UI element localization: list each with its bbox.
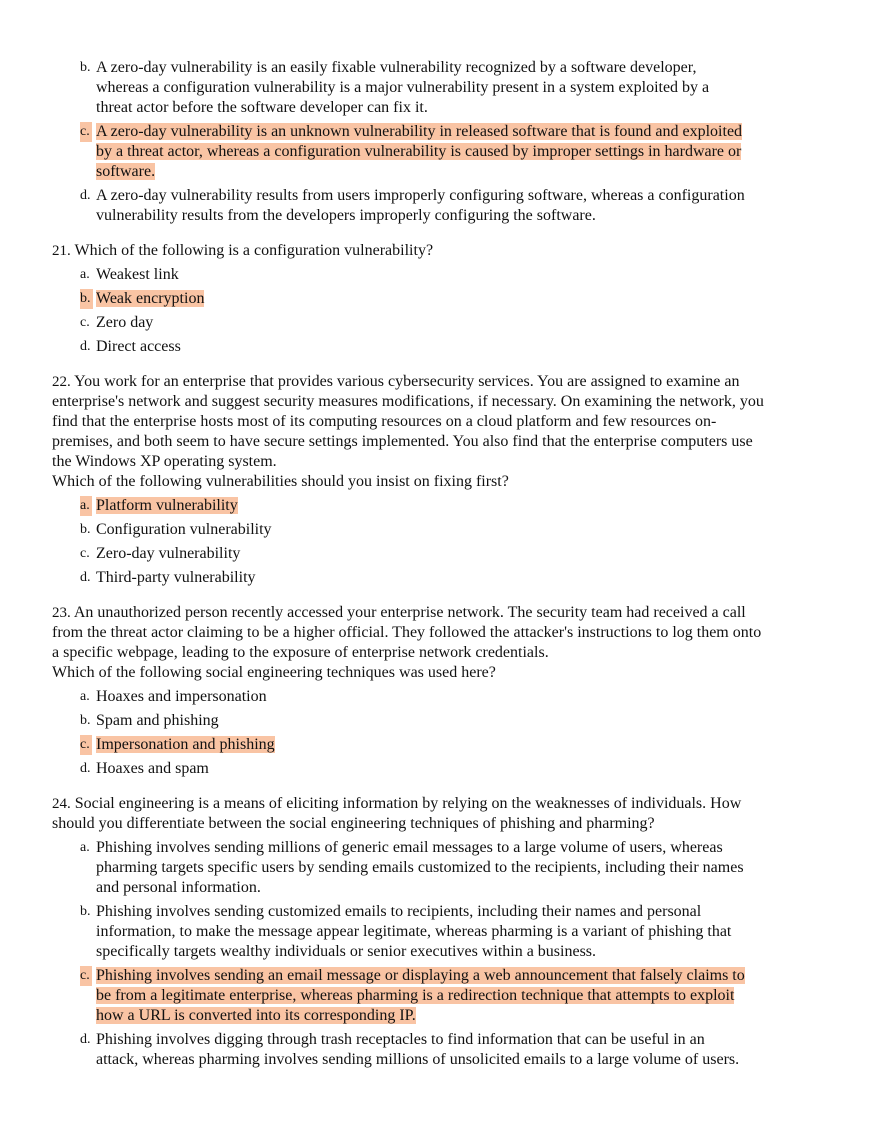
answer-option (0, 313, 880, 333)
question-block (0, 372, 880, 588)
option-label: d. (80, 761, 91, 776)
answer-option (0, 902, 880, 962)
option-text: Zero day (96, 314, 154, 331)
option-text: A zero-day vulnerability is an easily fixable vulnerability recognized by a software developer, (96, 59, 697, 76)
option-line (0, 735, 880, 755)
option-text: Hoaxes and impersonation (96, 688, 267, 705)
option-text: attack, whereas pharming involves sending millions of unsolicited emails to a large volume of users. (96, 1051, 740, 1068)
option-label: c. (80, 966, 92, 986)
question-block (0, 794, 880, 1070)
question-block (0, 241, 880, 357)
answer-option-correct (0, 496, 880, 516)
option-line (0, 520, 880, 540)
option-line (0, 78, 880, 98)
answer-option-correct (0, 966, 880, 1026)
option-text: Configuration vulnerability (96, 521, 272, 538)
question-text: Which of the following social engineering techniques was used here? (52, 664, 496, 681)
question-block (0, 58, 880, 226)
option-text: Impersonation and phishing (96, 736, 275, 753)
option-label: a. (80, 689, 90, 704)
option-line (0, 206, 880, 226)
option-line (0, 942, 880, 962)
option-text: Zero-day vulnerability (96, 545, 241, 562)
option-line (0, 759, 880, 779)
question-line (0, 472, 880, 492)
option-text: and personal information. (96, 879, 261, 896)
question-line (0, 814, 880, 834)
question-number: 23. (52, 605, 71, 621)
question-text: An unauthorized person recently accessed your enterprise network. The security team had received a call (73, 604, 746, 621)
option-label: c. (80, 315, 90, 330)
option-line (0, 313, 880, 333)
question-text: the Windows XP operating system. (52, 453, 277, 470)
option-text: by a threat actor, whereas a configuration vulnerability is caused by improper settings in hardware or (96, 143, 742, 160)
option-line (0, 858, 880, 878)
option-line (0, 544, 880, 564)
option-line (0, 878, 880, 898)
option-label: d. (80, 188, 91, 203)
option-line (0, 902, 880, 922)
option-line (0, 289, 880, 309)
question-text: a specific webpage, leading to the exposure of enterprise network credentials. (52, 644, 549, 661)
option-line (0, 986, 880, 1006)
option-label: d. (80, 1032, 91, 1047)
question-line (0, 643, 880, 663)
option-text: how a URL is converted into its corresponding IP. (96, 1007, 416, 1024)
option-label: c. (80, 546, 90, 561)
question-line (0, 663, 880, 683)
option-text: information, to make the message appear legitimate, whereas pharming is a variant of phishing that (96, 923, 732, 940)
option-text: Phishing involves digging through trash receptacles to find information that can be useful in an (96, 1031, 705, 1048)
question-line (0, 412, 880, 432)
question-number: 22. (52, 374, 71, 390)
option-text: threat actor before the software developer can fix it. (96, 99, 428, 116)
question-line (0, 452, 880, 472)
answer-option (0, 265, 880, 285)
answer-option (0, 838, 880, 898)
option-text: Hoaxes and spam (96, 760, 209, 777)
option-label: c. (80, 735, 92, 755)
option-text: whereas a configuration vulnerability is a major vulnerability present in a system exploited by a (96, 79, 710, 96)
option-text: Phishing involves sending millions of generic email messages to a large volume of users, whereas (96, 839, 723, 856)
question-line (0, 432, 880, 452)
option-line (0, 1006, 880, 1026)
option-line (0, 496, 880, 516)
option-text: Phishing involves sending customized emails to recipients, including their names and personal (96, 903, 702, 920)
option-text: Weakest link (96, 266, 179, 283)
question-text: You work for an enterprise that provides various cybersecurity services. You are assigned to examine an (74, 373, 740, 390)
option-line (0, 162, 880, 182)
question-line (0, 603, 880, 623)
option-line (0, 966, 880, 986)
option-text: specifically targets wealthy individuals or senior executives within a business. (96, 943, 597, 960)
option-text: vulnerability results from the developers improperly configuring the software. (96, 207, 596, 224)
question-text: enterprise's network and suggest security measures modifications, if necessary. On examining the network, you (52, 393, 764, 410)
option-label: b. (80, 60, 91, 75)
option-label: a. (80, 267, 90, 282)
answer-option (0, 568, 880, 588)
option-line (0, 98, 880, 118)
option-label: d. (80, 570, 91, 585)
option-line (0, 1030, 880, 1050)
question-block (0, 603, 880, 779)
option-label: b. (80, 713, 91, 728)
option-line (0, 568, 880, 588)
answer-option (0, 337, 880, 357)
answer-option-correct (0, 735, 880, 755)
option-line (0, 265, 880, 285)
option-line (0, 838, 880, 858)
question-text: Which of the following is a configuration vulnerability? (74, 242, 434, 259)
option-line (0, 186, 880, 206)
option-text: Phishing involves sending an email message or displaying a web announcement that falsely claims to (96, 967, 745, 984)
answer-option (0, 711, 880, 731)
option-text: Weak encryption (96, 290, 205, 307)
question-line (0, 372, 880, 392)
option-line (0, 1050, 880, 1070)
answer-option (0, 520, 880, 540)
answer-option (0, 58, 880, 118)
option-text: A zero-day vulnerability is an unknown vulnerability in released software that is found and exploited (96, 123, 743, 140)
question-text: from the threat actor claiming to be a higher official. They followed the attacker's instructions to log them onto (52, 624, 762, 641)
answer-option (0, 687, 880, 707)
option-label: c. (80, 122, 92, 142)
answer-option (0, 1030, 880, 1070)
option-label: b. (80, 522, 91, 537)
option-label: a. (80, 496, 92, 516)
question-text: premises, and both seem to have secure settings implemented. You also find that the enterprise computers use (52, 433, 753, 450)
question-number: 21. (52, 243, 71, 259)
answer-option (0, 759, 880, 779)
option-label: b. (80, 904, 91, 919)
option-text: be from a legitimate enterprise, whereas pharming is a redirection technique that attempts to exploit (96, 987, 735, 1004)
option-line (0, 122, 880, 142)
question-number: 24. (52, 796, 71, 812)
question-line (0, 623, 880, 643)
question-text: Social engineering is a means of eliciting information by relying on the weaknesses of individuals. How (74, 795, 742, 812)
option-text: A zero-day vulnerability results from users improperly configuring software, whereas a configuration (96, 187, 745, 204)
question-text: find that the enterprise hosts most of its computing resources on a cloud platform and few resources on- (52, 413, 717, 430)
answer-option-correct (0, 289, 880, 309)
question-line (0, 241, 880, 261)
option-line (0, 337, 880, 357)
option-text: Platform vulnerability (96, 497, 238, 514)
option-label: b. (80, 289, 93, 309)
answer-option-correct (0, 122, 880, 182)
option-text: Direct access (96, 338, 181, 355)
question-text: should you differentiate between the social engineering techniques of phishing and pharming? (52, 815, 655, 832)
option-line (0, 711, 880, 731)
question-line (0, 392, 880, 412)
option-line (0, 58, 880, 78)
answer-option (0, 544, 880, 564)
option-label: d. (80, 339, 91, 354)
option-line (0, 687, 880, 707)
option-line (0, 922, 880, 942)
option-label: a. (80, 840, 90, 855)
option-text: Third-party vulnerability (96, 569, 256, 586)
question-line (0, 794, 880, 814)
option-text: pharming targets specific users by sending emails customized to the recipients, including their names (96, 859, 744, 876)
option-line (0, 142, 880, 162)
answer-option (0, 186, 880, 226)
option-text: Spam and phishing (96, 712, 219, 729)
question-text: Which of the following vulnerabilities should you insist on fixing first? (52, 473, 509, 490)
option-text: software. (96, 163, 156, 180)
